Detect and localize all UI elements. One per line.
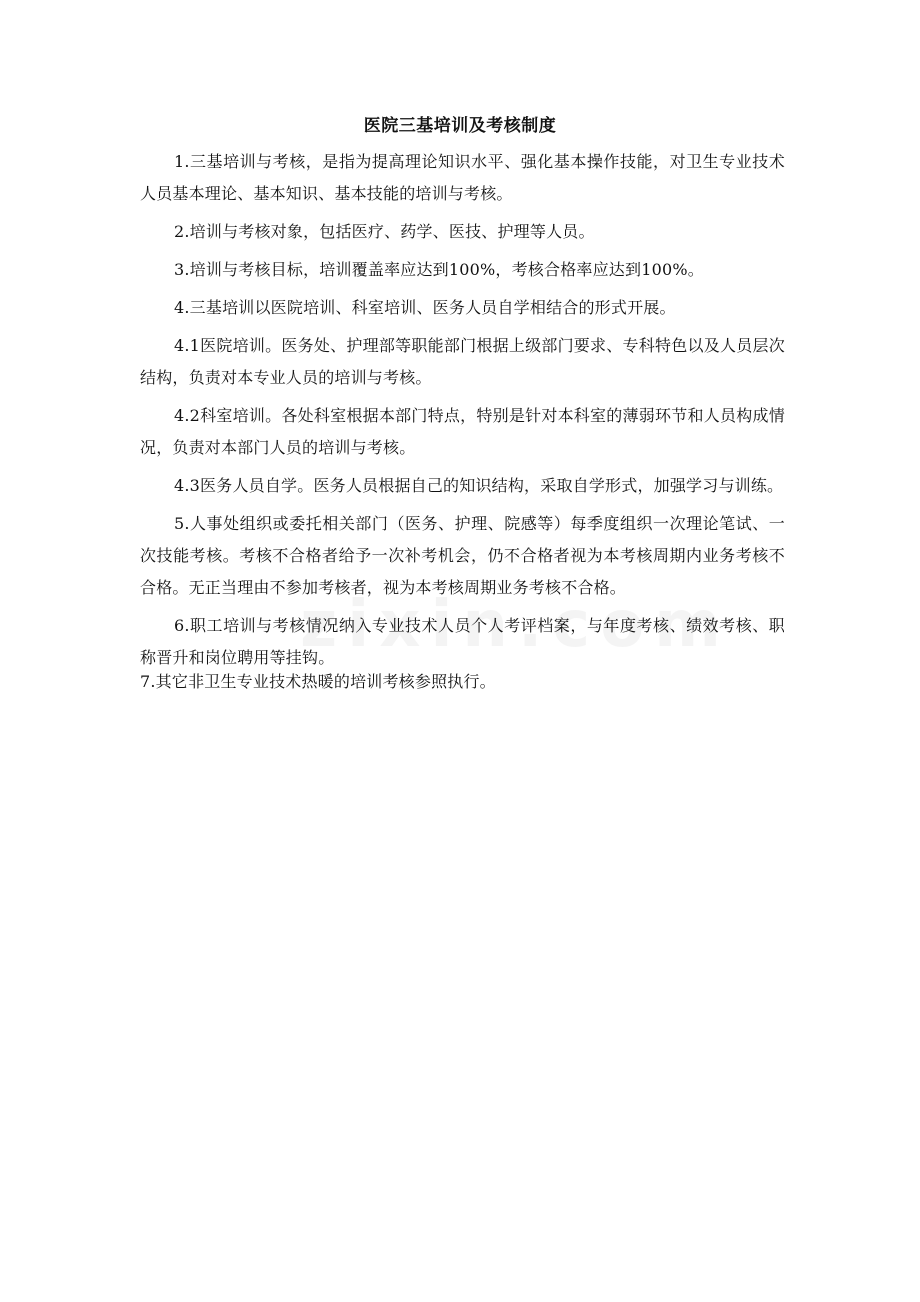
paragraph-4-3: 4.3医务人员自学。医务人员根据自己的知识结构，采取自学形式，加强学习与训练。 <box>174 476 784 495</box>
paragraph-4-2: 4.2科室培训。各处科室根据本部门特点，特别是针对本科室的薄弱环节和人员构成情况，负责对本部门人员的培训与考核。 <box>140 406 785 457</box>
document-title: 医院三基培训及考核制度 <box>363 116 557 136</box>
document-body <box>140 146 785 704</box>
paragraph-6: 6.职工培训与考核情况纳入专业技术人员个人考评档案，与年度考核、绩效考核、职称晋升和岗位聘用等挂钩。 <box>140 616 785 667</box>
paragraph-5: 5.人事处组织或委托相关部门（医务、护理、院感等）每季度组织一次理论笔试、一次技能考核。考核不合格者给予一次补考机会，仍不合格者视为本考核周期内业务考核不合格。无正当理由不参加考核者，视为本考核周期业务考核不合格。 <box>140 514 785 597</box>
paragraph-7: 7.其它非卫生专业技术热暖的培训考核参照执行。 <box>140 672 496 691</box>
paragraph-2: 2.培训与考核对象，包括医疗、药学、医技、护理等人员。 <box>174 222 595 241</box>
paragraph-1: 1.三基培训与考核，是指为提高理论知识水平、强化基本操作技能，对卫生专业技术人员基本理论、基本知识、基本技能的培训与考核。 <box>140 152 785 203</box>
paragraph-4: 4.三基培训以医院培训、科室培训、医务人员自学相结合的形式开展。 <box>174 298 676 317</box>
paragraph-4-1: 4.1医院培训。医务处、护理部等职能部门根据上级部门要求、专科特色以及人员层次结构，负责对本专业人员的培训与考核。 <box>140 336 785 387</box>
paragraph-3: 3.培训与考核目标，培训覆盖率应达到100%，考核合格率应达到100%。 <box>174 260 704 279</box>
